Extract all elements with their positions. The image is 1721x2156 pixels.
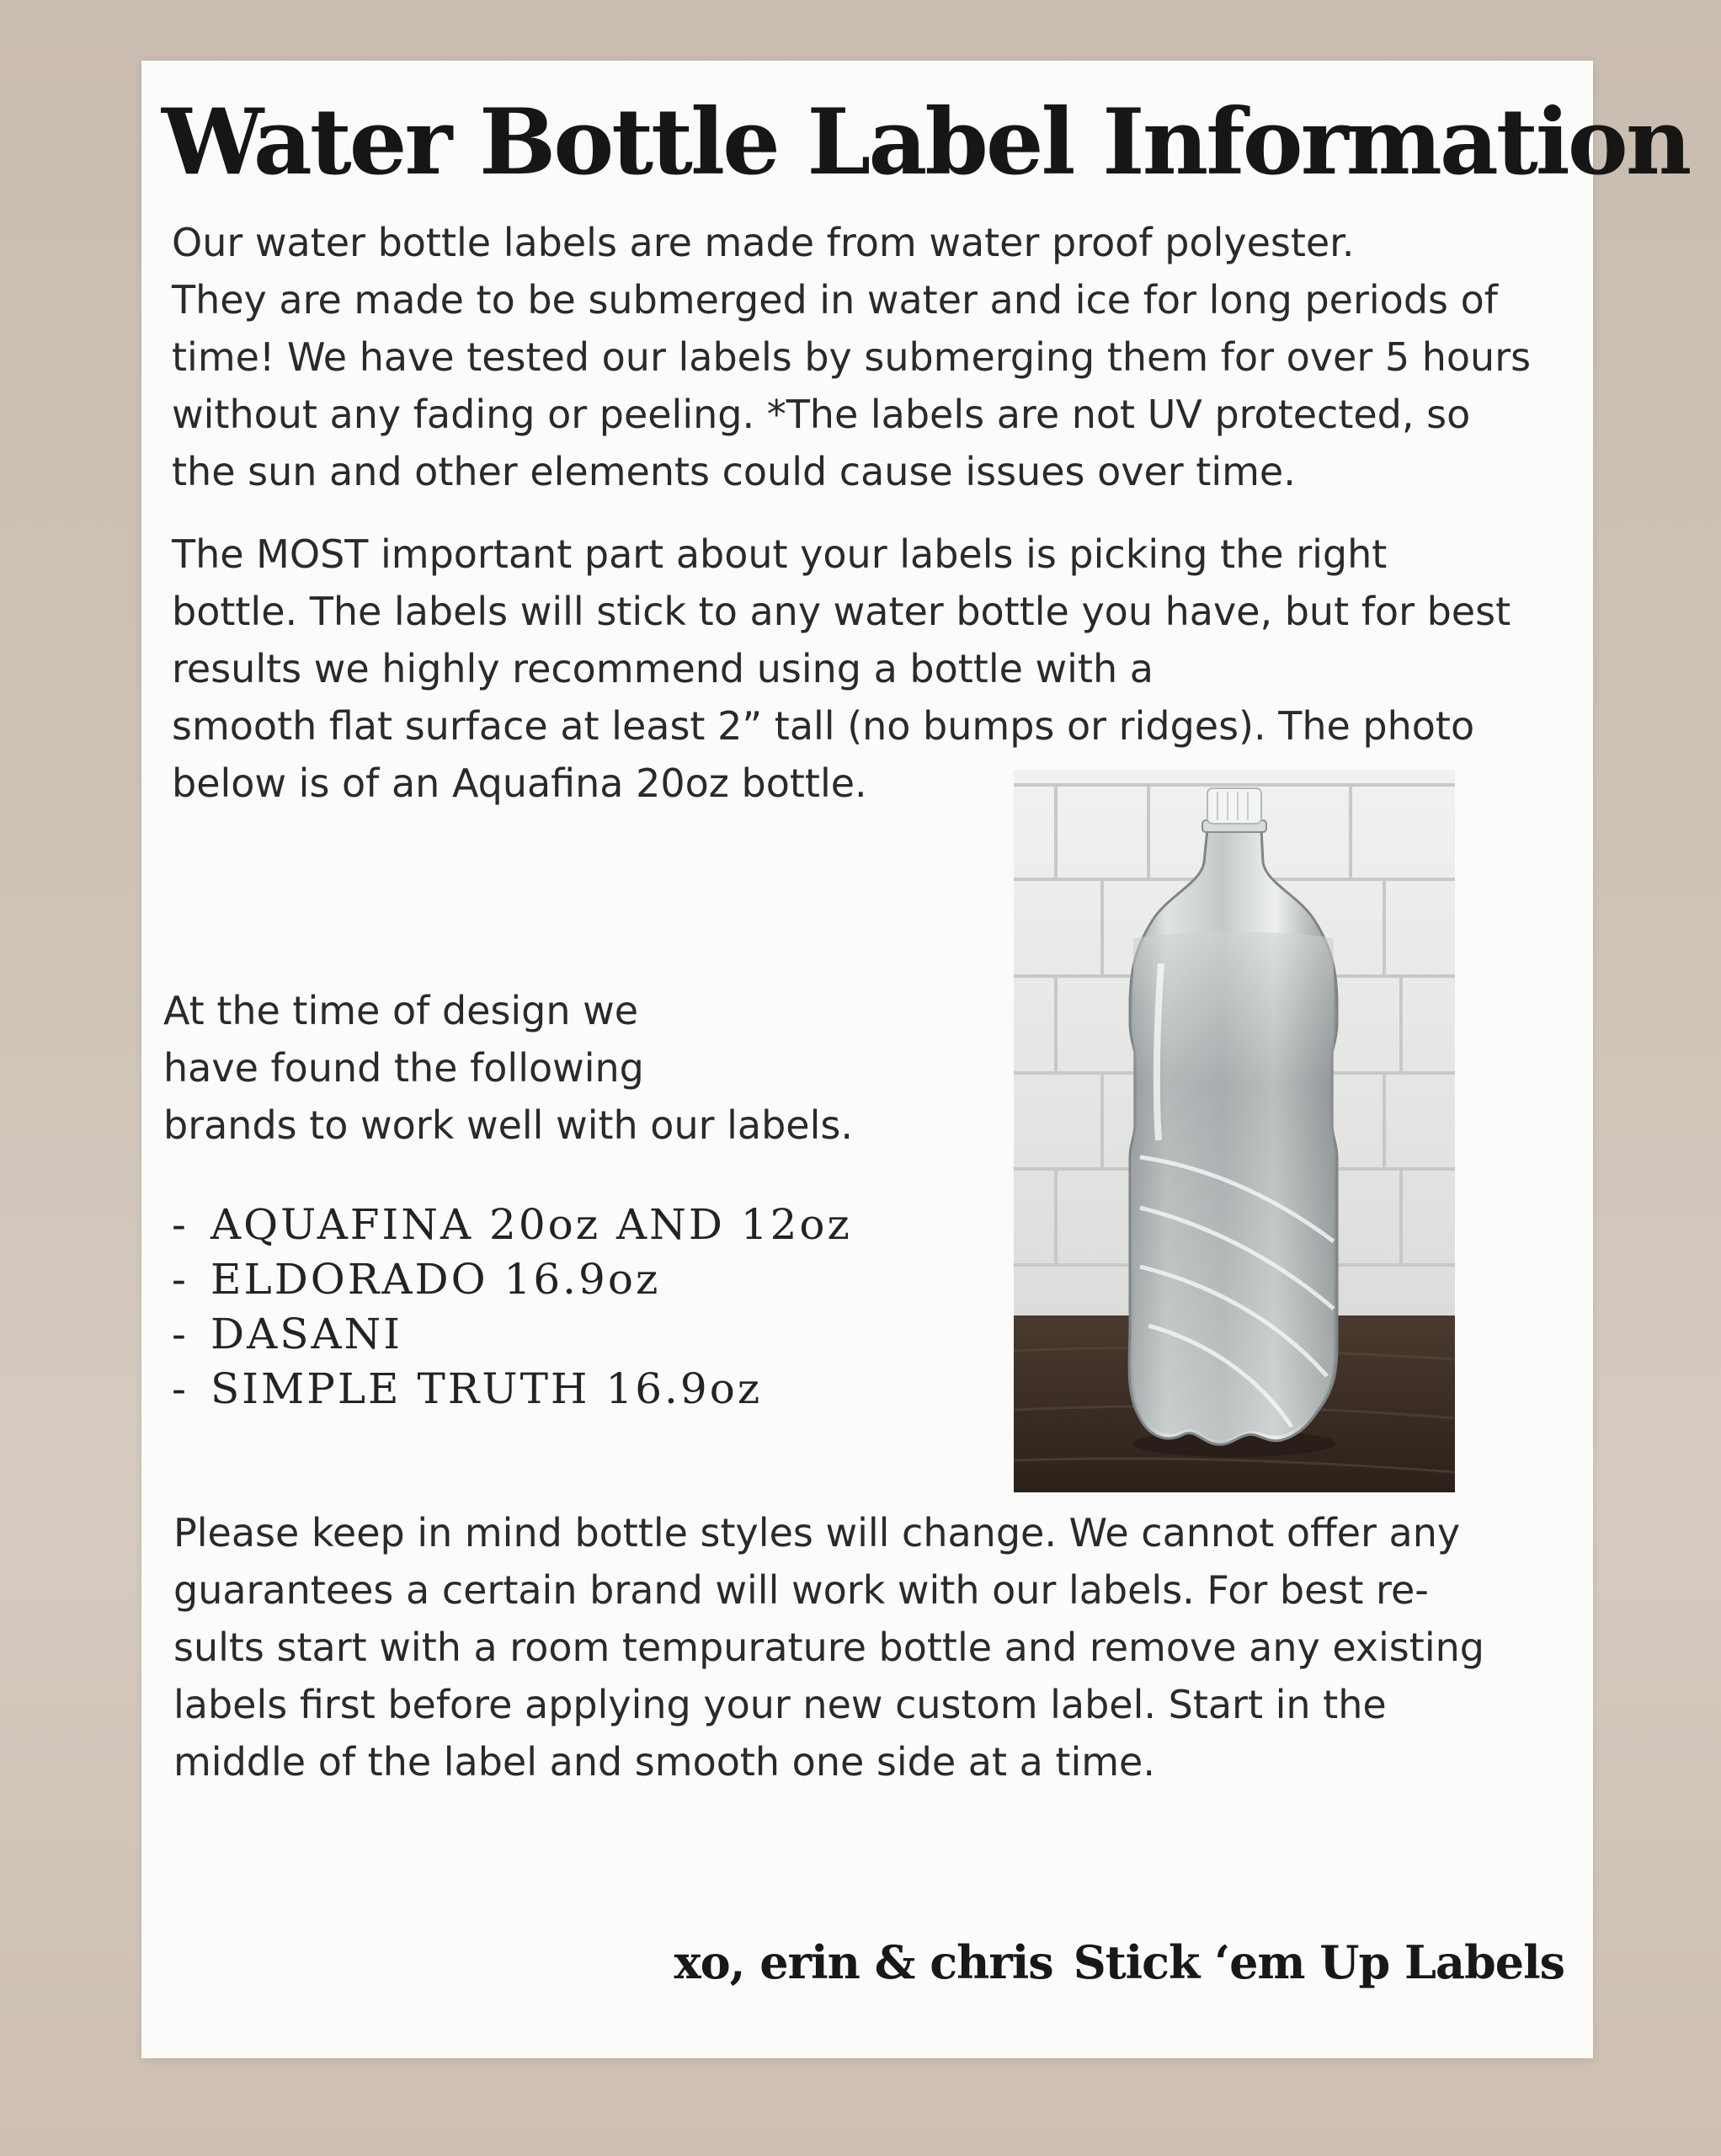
text-line: smooth flat surface at least 2” tall (no bumps or ridges). The photo xyxy=(172,703,1475,749)
brands-intro xyxy=(163,982,921,1154)
brand-name: DASANI xyxy=(210,1310,403,1358)
text-line: time! We have tested our labels by submerging them for over 5 hours xyxy=(172,334,1532,380)
bullet-dash: - xyxy=(172,1200,189,1249)
text-line: brands to work well with our labels. xyxy=(163,1102,853,1148)
info-card xyxy=(141,61,1690,2058)
page-title: Water Bottle Label Information xyxy=(162,89,1690,195)
text-line: Please keep in mind bottle styles will change. We cannot offer any xyxy=(173,1510,1461,1556)
signature-brand: Stick ‘em Up Labels xyxy=(1073,1935,1564,1989)
material-paragraph xyxy=(172,214,1561,500)
signature xyxy=(674,1935,1564,1989)
text-line: the sun and other elements could cause issues over time. xyxy=(172,449,1296,494)
brand-list-item xyxy=(172,1307,852,1362)
brand-name: ELDORADO 16.9oz xyxy=(210,1255,661,1304)
bullet-dash: - xyxy=(172,1364,189,1413)
bullet-dash: - xyxy=(172,1255,189,1304)
text-line: The MOST important part about your labels is picking the right xyxy=(172,531,1388,577)
brand-list xyxy=(172,1198,852,1417)
brand-name: AQUAFINA 20oz AND 12oz xyxy=(210,1200,852,1249)
text-line: have found the following xyxy=(163,1045,644,1091)
bottle-photo-illustration xyxy=(1014,770,1455,1492)
text-line: They are made to be submerged in water and ice for long periods of xyxy=(172,277,1498,323)
text-line: bottle. The labels will stick to any water bottle you have, but for best xyxy=(172,589,1511,634)
text-line: guarantees a certain brand will work with our labels. For best re- xyxy=(173,1567,1429,1613)
text-line: without any fading or peeling. *The labels are not UV protected, so xyxy=(172,392,1471,437)
bullet-dash: - xyxy=(172,1310,189,1358)
brand-list-item xyxy=(172,1198,852,1252)
text-line: sults start with a room tempurature bottle and remove any existing xyxy=(173,1625,1484,1670)
signature-names: xo, erin & chris xyxy=(674,1935,1053,1989)
text-line: below is of an Aquafina 20oz bottle. xyxy=(172,760,867,806)
text-line: Our water bottle labels are made from water proof polyester. xyxy=(172,220,1355,265)
text-line: At the time of design we xyxy=(163,988,639,1033)
brand-name: SIMPLE TRUTH 16.9oz xyxy=(210,1364,763,1413)
brand-list-item xyxy=(172,1362,852,1417)
bottle-photo xyxy=(1014,770,1455,1492)
brand-list-item xyxy=(172,1252,852,1307)
text-line: labels first before applying your new custom label. Start in the xyxy=(173,1682,1387,1727)
bottle-choice-paragraph xyxy=(172,526,1561,812)
disclaimer-paragraph xyxy=(173,1504,1563,1790)
text-line: middle of the label and smooth one side at a time. xyxy=(173,1739,1155,1785)
text-line: results we highly recommend using a bottle with a xyxy=(172,646,1154,691)
